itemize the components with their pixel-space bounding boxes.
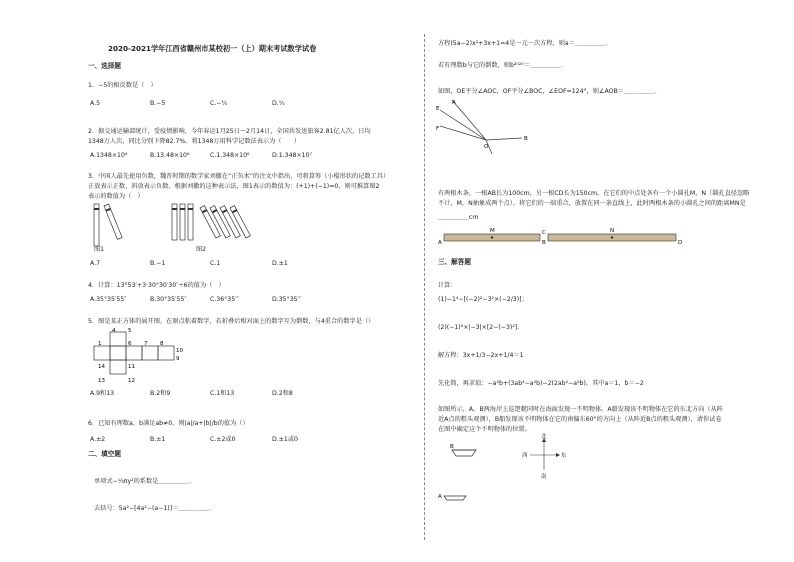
fill-6-line1: 有两根木条，一根AB长为100cm，另一根CD长为150cm，在它们的中点处各有一个小圆孔M，N（圆孔直径忽略	[438, 190, 750, 197]
q3-option-a: A.7	[90, 260, 101, 267]
angle-label-f: F	[436, 126, 440, 132]
column-divider	[424, 34, 425, 540]
stick-label-d: D	[678, 240, 683, 246]
q1-option-b: B.−5	[150, 100, 166, 107]
counting-rods-figure	[88, 200, 248, 258]
angle-figure	[436, 96, 546, 158]
q1-stem: 1．−5的相反数是（ ）	[88, 82, 157, 89]
q6-option-d: D.±1或0	[272, 436, 298, 443]
cube-num-13: 13	[98, 378, 105, 384]
q6-stem: 6．已知有理数a，b满足ab≠0，则|a|/a+|b|/b的值为（）	[88, 420, 249, 427]
cube-num-1: 1	[98, 341, 102, 347]
cube-num-4: 4	[112, 328, 116, 334]
angle-label-e: E	[436, 106, 440, 112]
compass-west: 西	[522, 453, 528, 459]
q2-option-a: A.1348×10⁴	[90, 152, 128, 159]
ship-compass-figure	[436, 432, 596, 502]
fill-3: 方程(5a−2)x²+3x+1=4是一元一次方程，则a＝＿＿＿＿＿．	[438, 40, 613, 47]
exam-title: 2020-2021学年江西省赣州市某校初一（上）期末考试数学试卷	[108, 44, 317, 53]
stick-label-b: B	[542, 240, 546, 246]
ship-label-a: A	[438, 494, 442, 500]
stick-label-c: C	[542, 230, 546, 236]
stick-label-a: A	[438, 240, 442, 246]
q3-fig1-label: 图1	[94, 246, 105, 253]
q1-option-c: C.−⅕	[210, 100, 228, 107]
cube-num-9: 9	[176, 356, 180, 362]
q2-option-b: B.13.48×10⁶	[150, 152, 190, 159]
stick-label-m: M	[490, 228, 495, 234]
solve-nav-line1: 如图所示，A，B两海岸上巡逻艇同时在海面发现一不明物体。A船发现该不明物体在它的东北方向（从阵	[438, 406, 723, 413]
q4-option-d: D.35°35′″	[272, 296, 302, 303]
section-fill: 二、填空题	[88, 450, 121, 458]
fill-4: 若有理数b与它的倒数，则b²⁰²⁰＝＿＿＿＿＿．	[438, 62, 568, 69]
q5-option-b: B.2和9	[150, 390, 171, 397]
q2-option-c: C.1.348×10⁶	[210, 152, 250, 159]
cube-num-10: 10	[176, 348, 183, 354]
angle-label-o: O	[484, 144, 489, 150]
q2-line2: 1348万人次，同比分别下降82.7%。将1348万用科学记数法表示为（ ）	[88, 138, 301, 145]
q6-option-a: A.±2	[90, 436, 106, 443]
section-solve: 三、解答题	[438, 258, 471, 266]
q3-option-c: C.1	[210, 260, 221, 267]
fill-1: 单项式−⅓πy²的系数是＿＿＿＿＿．	[94, 478, 196, 485]
fill-6-line3: ＿＿＿＿＿cm	[438, 214, 479, 221]
fill-2: 去括号：5a²−[4a²−(a−1)]＝＿＿＿＿＿．	[94, 505, 216, 512]
q4-option-b: B.30°35′55″	[150, 296, 187, 303]
q1-option-a: A.5	[90, 100, 101, 107]
compass-north: 北	[541, 434, 547, 440]
q5-option-c: C.1和13	[210, 390, 235, 397]
section-choice: 一、选择题	[88, 62, 121, 70]
q3-fig2-label: 图2	[196, 246, 207, 253]
q4-option-c: C.36°35′″	[210, 296, 239, 303]
solve-c1: (1)−1⁴−[(−2)²−3²×(−2/3)]；	[438, 296, 528, 303]
ship-label-b: B	[450, 444, 454, 450]
q5-option-a: A.9和13	[90, 390, 115, 397]
q2-line1: 2．据交通运输部统计，受疫情影响，今年春运1月25日～2月14日，全国共发送旅客2.81亿人次，日均	[88, 128, 371, 135]
q5-option-d: D.2和8	[272, 390, 293, 397]
solve-nav-line3: 在图中确定这个不明物体的位置。	[438, 426, 531, 433]
cube-num-8: 8	[160, 341, 164, 347]
q4-stem: 4．计算：13°53′+3·30°30′30″÷6的值为（ ）	[88, 282, 225, 289]
compass-east: 东	[561, 453, 567, 459]
angle-label-a: A	[452, 100, 456, 106]
cube-num-14: 14	[98, 364, 105, 370]
solve-simplify: 先化简，再求值：−a²b+(3ab²−a²b)−2(2ab²−a²b)，其中a＝1，b＝−2	[438, 380, 644, 387]
fill-5: 如图，OE平分∠AOC，OF平分∠BOC，∠EOF=124°，则∠AOB＝＿＿＿＿＿．	[438, 88, 662, 95]
q3-option-b: B.−1	[150, 260, 166, 267]
solve-equation: 解方程：3x+1/3−2x+1/4＝1	[438, 352, 524, 359]
q6-option-b: B.±1	[150, 436, 166, 443]
stick-label-n: N	[610, 228, 615, 234]
compass-south: 南	[541, 474, 547, 480]
solve-c2: (2)(−1)⁴×|−3|×[2−(−3)²]．	[438, 324, 524, 331]
cube-num-6: 6	[128, 341, 132, 347]
cube-num-11: 11	[128, 364, 135, 370]
q4-option-a: A.35°35′55″	[90, 296, 127, 303]
solve-calc: 计算：	[438, 282, 457, 289]
sticks-figure	[436, 224, 686, 248]
angle-label-b: B	[524, 136, 528, 142]
fill-6-line2: 不计，M，N抽象成两个点），将它们的一端重合，放置在同一条直线上，此时两根木条的小圆孔之间的距离MN是	[438, 200, 746, 207]
cube-num-7: 7	[144, 341, 148, 347]
q2-option-d: D.1.348×10⁷	[272, 152, 312, 159]
cube-num-12: 12	[128, 378, 135, 384]
solve-nav-line2: 近A点的粗头观测），B船发现该不明物体在它的南偏东60°的方向上（从阵近B点的粗头观测），请你试卷	[438, 416, 722, 423]
q1-option-d: D.⅕	[272, 100, 285, 107]
q3-line2: 正放表示正数，斜放表示负数。根据刘徽的这种表示法，图1表示的数值为：(+1)+(−1)=0，则可推算图2	[88, 183, 380, 190]
q3-option-d: D.±1	[272, 260, 288, 267]
cube-net-figure	[92, 326, 182, 386]
q5-stem: 5．图是某正方体的展开图，在原点粘着数字，若折叠后相对面上的数字互为倒数，与4重合的数字是（）	[88, 318, 375, 325]
cube-num-5: 5	[128, 328, 132, 334]
q6-option-c: C.±2或0	[210, 436, 236, 443]
q3-line1: 3．中国人最先使用负数，魏晋时期的数学家刘徽在“正负术”的注文中指出，可将算筹（小棍形状的记数工具）	[88, 173, 390, 180]
q3-line3: 表示的数值为（ ）	[88, 193, 144, 200]
